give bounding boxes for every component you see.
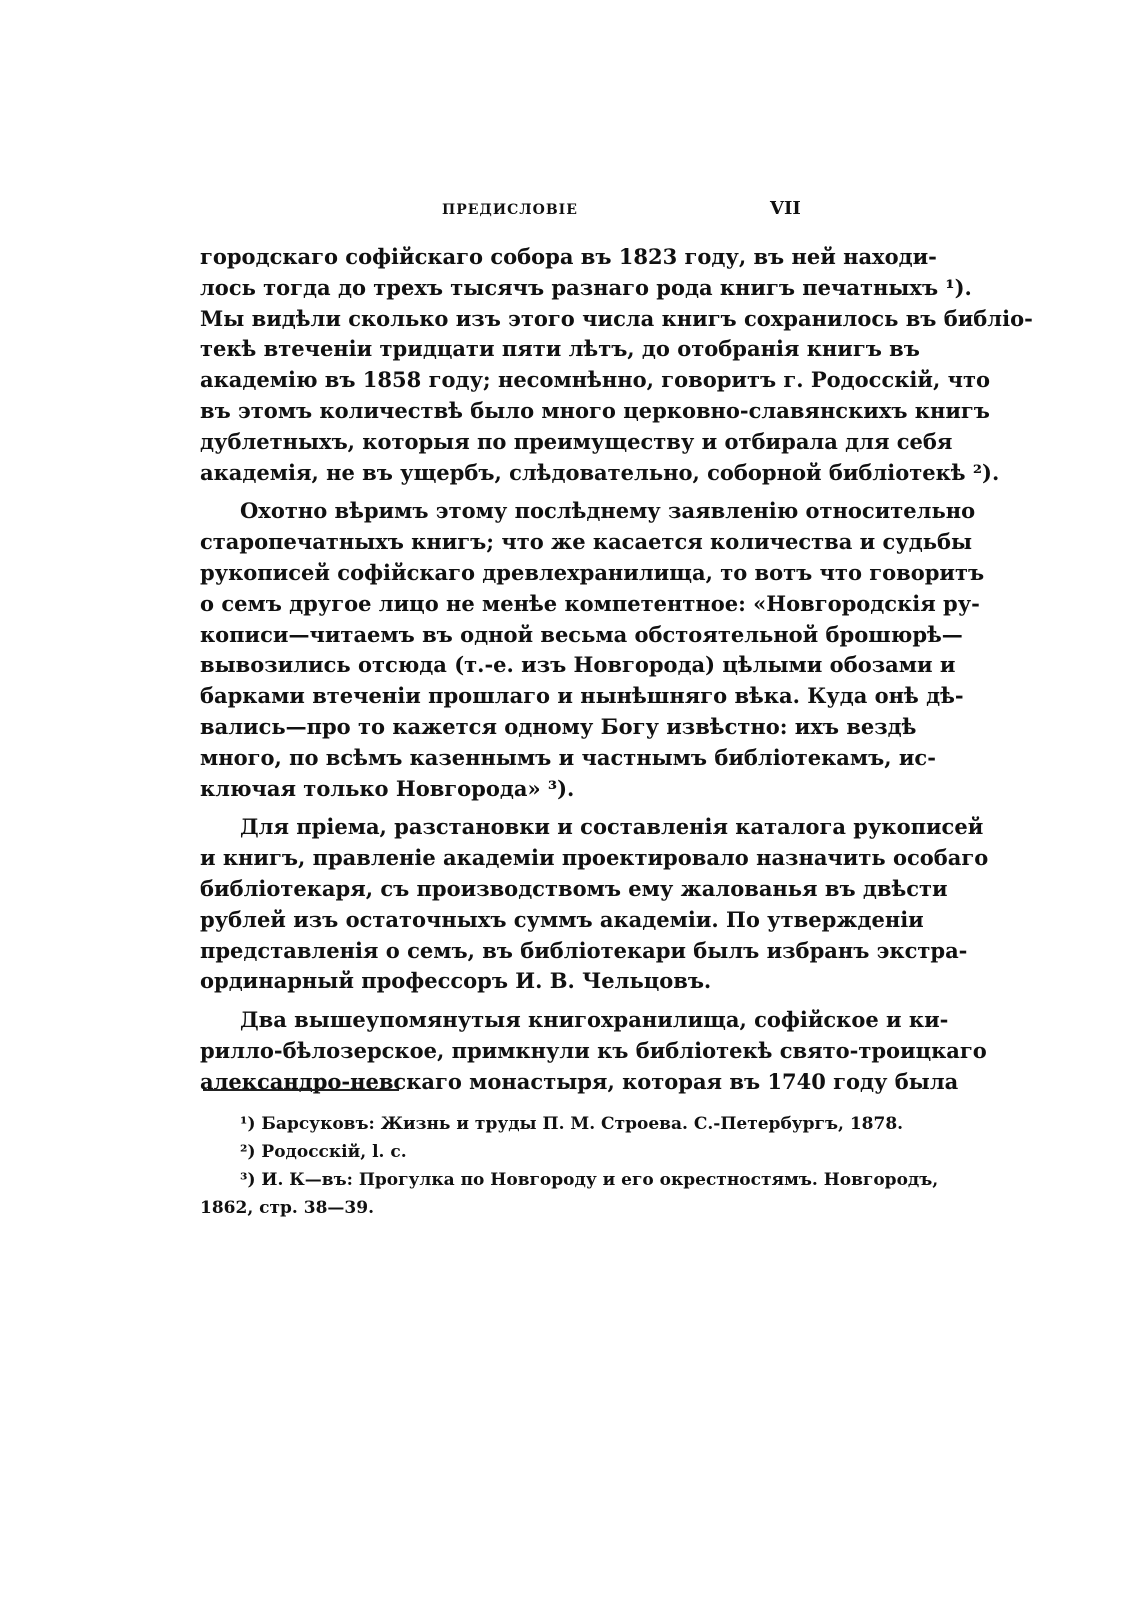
text-line: лось тогда до трехъ тысячъ разнаго рода книгъ печатныхъ ¹).: [200, 274, 972, 300]
text-line: Два вышеупомянутыя книгохранилища, софійское и ки-: [240, 1007, 949, 1033]
text-line: рукописей софійскаго древлехранилища, то вотъ что говоритъ: [200, 559, 985, 585]
text-line: рублей изъ остаточныхъ суммъ академіи. По утвержденіи: [200, 906, 924, 932]
paragraph-4: [200, 1005, 987, 1097]
page-number: VII: [770, 198, 801, 219]
text-line: въ этомъ количествѣ было много церковно-славянскихъ книгъ: [200, 397, 990, 423]
paragraph-1: [200, 242, 1033, 488]
text-line: рилло-бѣлозерское, примкнули къ библіотекѣ свято-троицкаго: [200, 1037, 987, 1063]
running-header-title: ПРЕДИСЛОВІЕ: [442, 202, 578, 218]
text-line: Для пріема, разстановки и составленія каталога рукописей: [240, 814, 984, 840]
text-line: академія, не въ ущербъ, слѣдовательно, соборной библіотекѣ ²).: [200, 459, 1000, 485]
footnote-3: ³) И. К—въ: Прогулка по Новгороду и его окрестностямъ. Новгородъ,: [240, 1170, 939, 1190]
text-line: кописи—читаемъ въ одной весьма обстоятельной брошюрѣ—: [200, 621, 963, 647]
footnotes: [200, 1110, 939, 1222]
text-line: вались—про то кажется одному Богу извѣстно: ихъ вездѣ: [200, 713, 917, 739]
footnote-2: ²) Родосскій, l. c.: [240, 1142, 407, 1162]
text-line: о семъ другое лицо не менѣе компетентное: «Новгородскія ру-: [200, 590, 980, 616]
footnote-1: ¹) Барсуковъ: Жизнь и труды П. М. Строева. С.-Петербургъ, 1878.: [240, 1114, 904, 1134]
paragraph-3: [200, 812, 989, 997]
text-line: барками втеченіи прошлаго и нынѣшняго вѣка. Куда онѣ дѣ-: [200, 683, 964, 709]
text-line: ключая только Новгорода» ³).: [200, 775, 575, 801]
text-line: представленія о семъ, въ библіотекари былъ избранъ экстра-: [200, 937, 968, 963]
text-line: текѣ втеченіи тридцати пяти лѣтъ, до отобранія книгъ въ: [200, 336, 920, 362]
text-line: дублетныхъ, которыя по преимуществу и отбирала для себя: [200, 428, 953, 454]
text-line: библіотекаря, съ производствомъ ему жалованья въ двѣсти: [200, 875, 948, 901]
main-text: [200, 242, 1033, 1098]
text-line: много, по всѣмъ казеннымъ и частнымъ библіотекамъ, ис-: [200, 744, 936, 770]
text-line: академію въ 1858 году; несомнѣнно, говоритъ г. Родосскій, что: [200, 367, 990, 393]
text-line: и книгъ, правленіе академіи проектировало назначить особаго: [200, 845, 989, 871]
text-line: ординарный профессоръ И. В. Чельцовъ.: [200, 968, 712, 994]
text-line: старопечатныхъ книгъ; что же касается количества и судьбы: [200, 529, 973, 555]
text-line: вывозились отсюда (т.-е. изъ Новгорода) цѣлыми обозами и: [200, 652, 956, 678]
text-line: городскаго софійскаго собора въ 1823 году, въ ней находи-: [200, 244, 937, 269]
text-line: Охотно вѣримъ этому послѣднему заявленію относительно: [240, 498, 976, 524]
text-line: Мы видѣли сколько изъ этого числа книгъ сохранилось въ библіо-: [200, 305, 1033, 331]
text-line: александро-невскаго монастыря, которая въ 1740 году была: [200, 1068, 959, 1094]
footnote-3-continued: 1862, стр. 38—39.: [200, 1198, 374, 1218]
footnote-divider: [203, 1089, 399, 1091]
paragraph-2: [200, 496, 985, 804]
